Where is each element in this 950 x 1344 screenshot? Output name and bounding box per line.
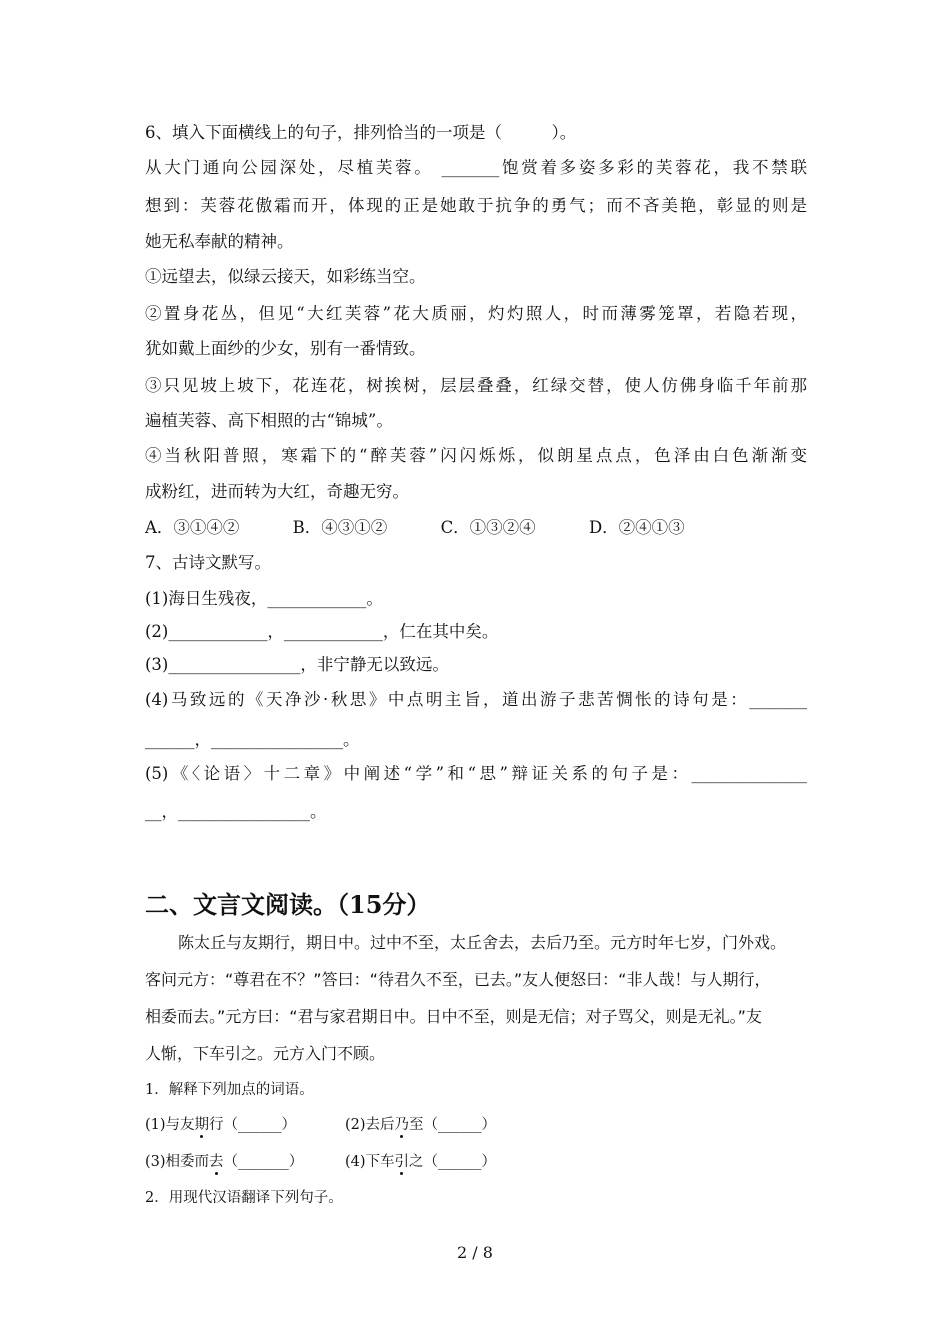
q6-option-line: ②置身花丛，但见“大红芙蓉”花大质丽，灼灼照人，时而薄雾笼罩，若隐若现， xyxy=(145,304,807,323)
choice-b: B．④③①② xyxy=(292,518,388,537)
passage-line: 客问元方：“尊君在不？”答曰：“待君久不至，已去。”友人便怒曰：“非人哉！与人期行， xyxy=(145,970,771,989)
choice-c: C．①③②④ xyxy=(440,518,536,537)
q6-option-line: ①远望去，似绿云接天，如彩练当空。 xyxy=(145,267,426,286)
q7-line: (3)________________，非宁静无以致远。 xyxy=(145,655,449,674)
q1-row xyxy=(145,1152,496,1172)
q1-item: (4)下车引之（______） xyxy=(345,1154,497,1170)
q6-option-line: 犹如戴上面纱的少女，别有一番情致。 xyxy=(145,339,426,358)
q6-option-line: 遍植芙蓉、高下相照的古“锦城”。 xyxy=(145,411,393,430)
passage-line: 人惭，下车引之。元方入门不顾。 xyxy=(145,1044,386,1063)
passage-line: 相委而去。”元方曰：“君与家君期日中。日中不至，则是无信；对子骂父，则是无礼。”友 xyxy=(145,1007,762,1026)
section-heading: 二、文言文阅读。（15分） xyxy=(145,890,431,919)
q1-item: (3)相委而去（_______） xyxy=(145,1154,304,1170)
passage-line: 陈太丘与友期行，期日中。过中不至，太丘舍去，去后乃至。元方时年七岁，门外戏。 xyxy=(178,933,787,952)
q7-line: (2)____________，____________，仁在其中矣。 xyxy=(145,622,499,641)
q1-item: (2)去后乃至（______） xyxy=(345,1117,497,1133)
q7-line: (1)海日生残夜，____________。 xyxy=(145,589,383,608)
q6-choices xyxy=(145,518,685,538)
q2-title: 2．用现代汉语翻译下列句子。 xyxy=(145,1190,343,1206)
q1-title: 1．解释下列加点的词语。 xyxy=(145,1082,314,1098)
choice-a: A．③①④② xyxy=(145,518,240,537)
q7-line: (4)马致远的《天净沙·秋思》中点明主旨，道出游子悲苦惆怅的诗句是：_______ xyxy=(145,690,807,709)
q6-option-line: ③只见坡上坡下，花连花，树挨树，层层叠叠，红绿交替，使人仿佛身临千年前那 xyxy=(145,376,807,395)
q6-passage-line: 想到：芙蓉花傲霜而开，体现的正是她敢于抗争的勇气；而不吝美艳，彰显的则是 xyxy=(145,196,807,215)
choice-d: D．②④①③ xyxy=(588,518,685,537)
q7-line: ______，________________。 xyxy=(145,730,360,749)
q6-passage-line: 她无私奉献的精神。 xyxy=(145,232,294,251)
page-number: 2 / 8 xyxy=(457,1243,493,1262)
q6-passage-line: 从大门通向公园深处，尽植芙蓉。 _______饱赏着多姿多彩的芙蓉花，我不禁联 xyxy=(145,158,807,177)
q6-option-line: 成粉红，进而转为大红，奇趣无穷。 xyxy=(145,482,409,501)
q6-option-line: ④当秋阳普照，寒霜下的“醉芙蓉”闪闪烁烁，似朗星点点，色泽由白色渐渐变 xyxy=(145,446,807,465)
q1-row xyxy=(145,1115,496,1135)
q1-item: (1)与友期行（______） xyxy=(145,1117,297,1133)
q6-title: 6、填入下面横线上的句子，排列恰当的一项是（ ）。 xyxy=(145,123,577,142)
q7-line: __，________________。 xyxy=(145,802,327,821)
q7-line: (5)《〈论语〉十二章》中阐述“学”和“思”辩证关系的句子是：______________ xyxy=(145,764,807,783)
q7-title: 7、古诗文默写。 xyxy=(145,553,271,572)
